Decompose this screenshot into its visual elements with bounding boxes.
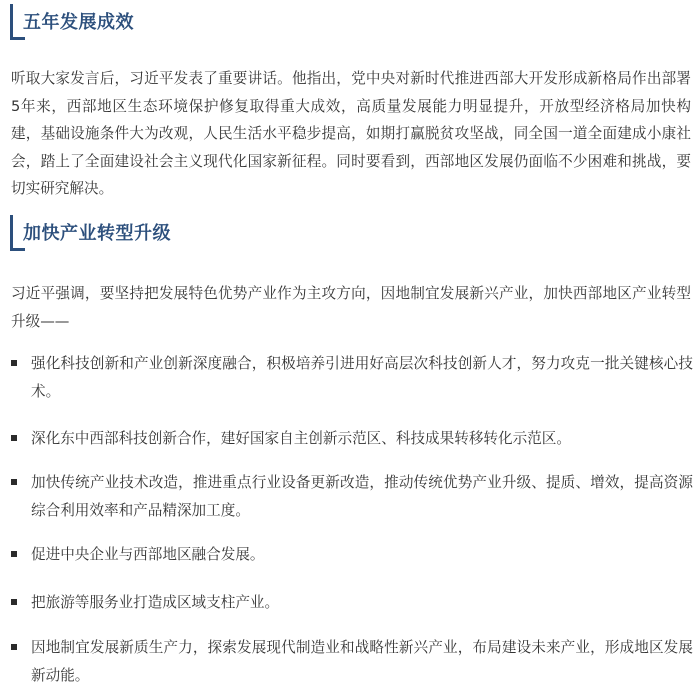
section-title: 加快产业转型升级 [23, 223, 171, 244]
list-item-text: 因地制宜发展新质生产力，探索发展现代制造业和战略性新兴产业，布局建设未来产业，形成地区发展新动能。 [31, 639, 693, 684]
list-item [11, 541, 693, 569]
list-item-text: 强化科技创新和产业创新深度融合，积极培养引进用好高层次科技创新人才，努力攻克一批关键核心技术。 [31, 355, 693, 400]
section-title: 五年发展成效 [23, 12, 134, 33]
list-item-text: 把旅游等服务业打造成区域支柱产业。 [31, 594, 280, 611]
section-heading-achievements [10, 4, 134, 40]
list-item [11, 589, 693, 617]
square-bullet-icon [11, 435, 17, 441]
square-bullet-icon [11, 644, 17, 650]
list-item-text: 加快传统产业技术改造，推进重点行业设备更新改造，推动传统优势产业升级、提质、增效，提高资源综合利用效率和产品精深加工度。 [31, 474, 693, 519]
square-bullet-icon [11, 479, 17, 485]
list-item [11, 634, 693, 689]
square-bullet-icon [11, 360, 17, 366]
body-paragraph: 听取大家发言后，习近平发表了重要讲话。他指出，党中央对新时代推进西部大开发形成新格局作出部署5年来，西部地区生态环境保护修复取得重大成效，高质量发展能力明显提升，开放型经济格局加快构建，基础设施条件大为改观，人民生活水平稳步提高，如期打赢脱贫攻坚战，同全国一道全面建成小康社会，踏上了全面建设社会主义现代化国家新征程。同时要看到，西部地区发展仍面临不少困难和挑战，要切实研究解决。 [11, 70, 691, 197]
section-heading-industry-upgrade [10, 215, 171, 251]
square-bullet-icon [11, 551, 17, 557]
square-bullet-icon [11, 599, 17, 605]
list-item [11, 469, 693, 524]
list-item [11, 425, 693, 453]
list-item-text: 促进中央企业与西部地区融合发展。 [31, 546, 265, 563]
list-item-text: 深化东中西部科技创新合作，建好国家自主创新示范区、科技成果转移转化示范区。 [31, 430, 571, 447]
list-item [11, 350, 693, 405]
body-paragraph: 习近平强调，要坚持把发展特色优势产业作为主攻方向，因地制宜发展新兴产业，加快西部地区产业转型升级—— [11, 285, 691, 330]
